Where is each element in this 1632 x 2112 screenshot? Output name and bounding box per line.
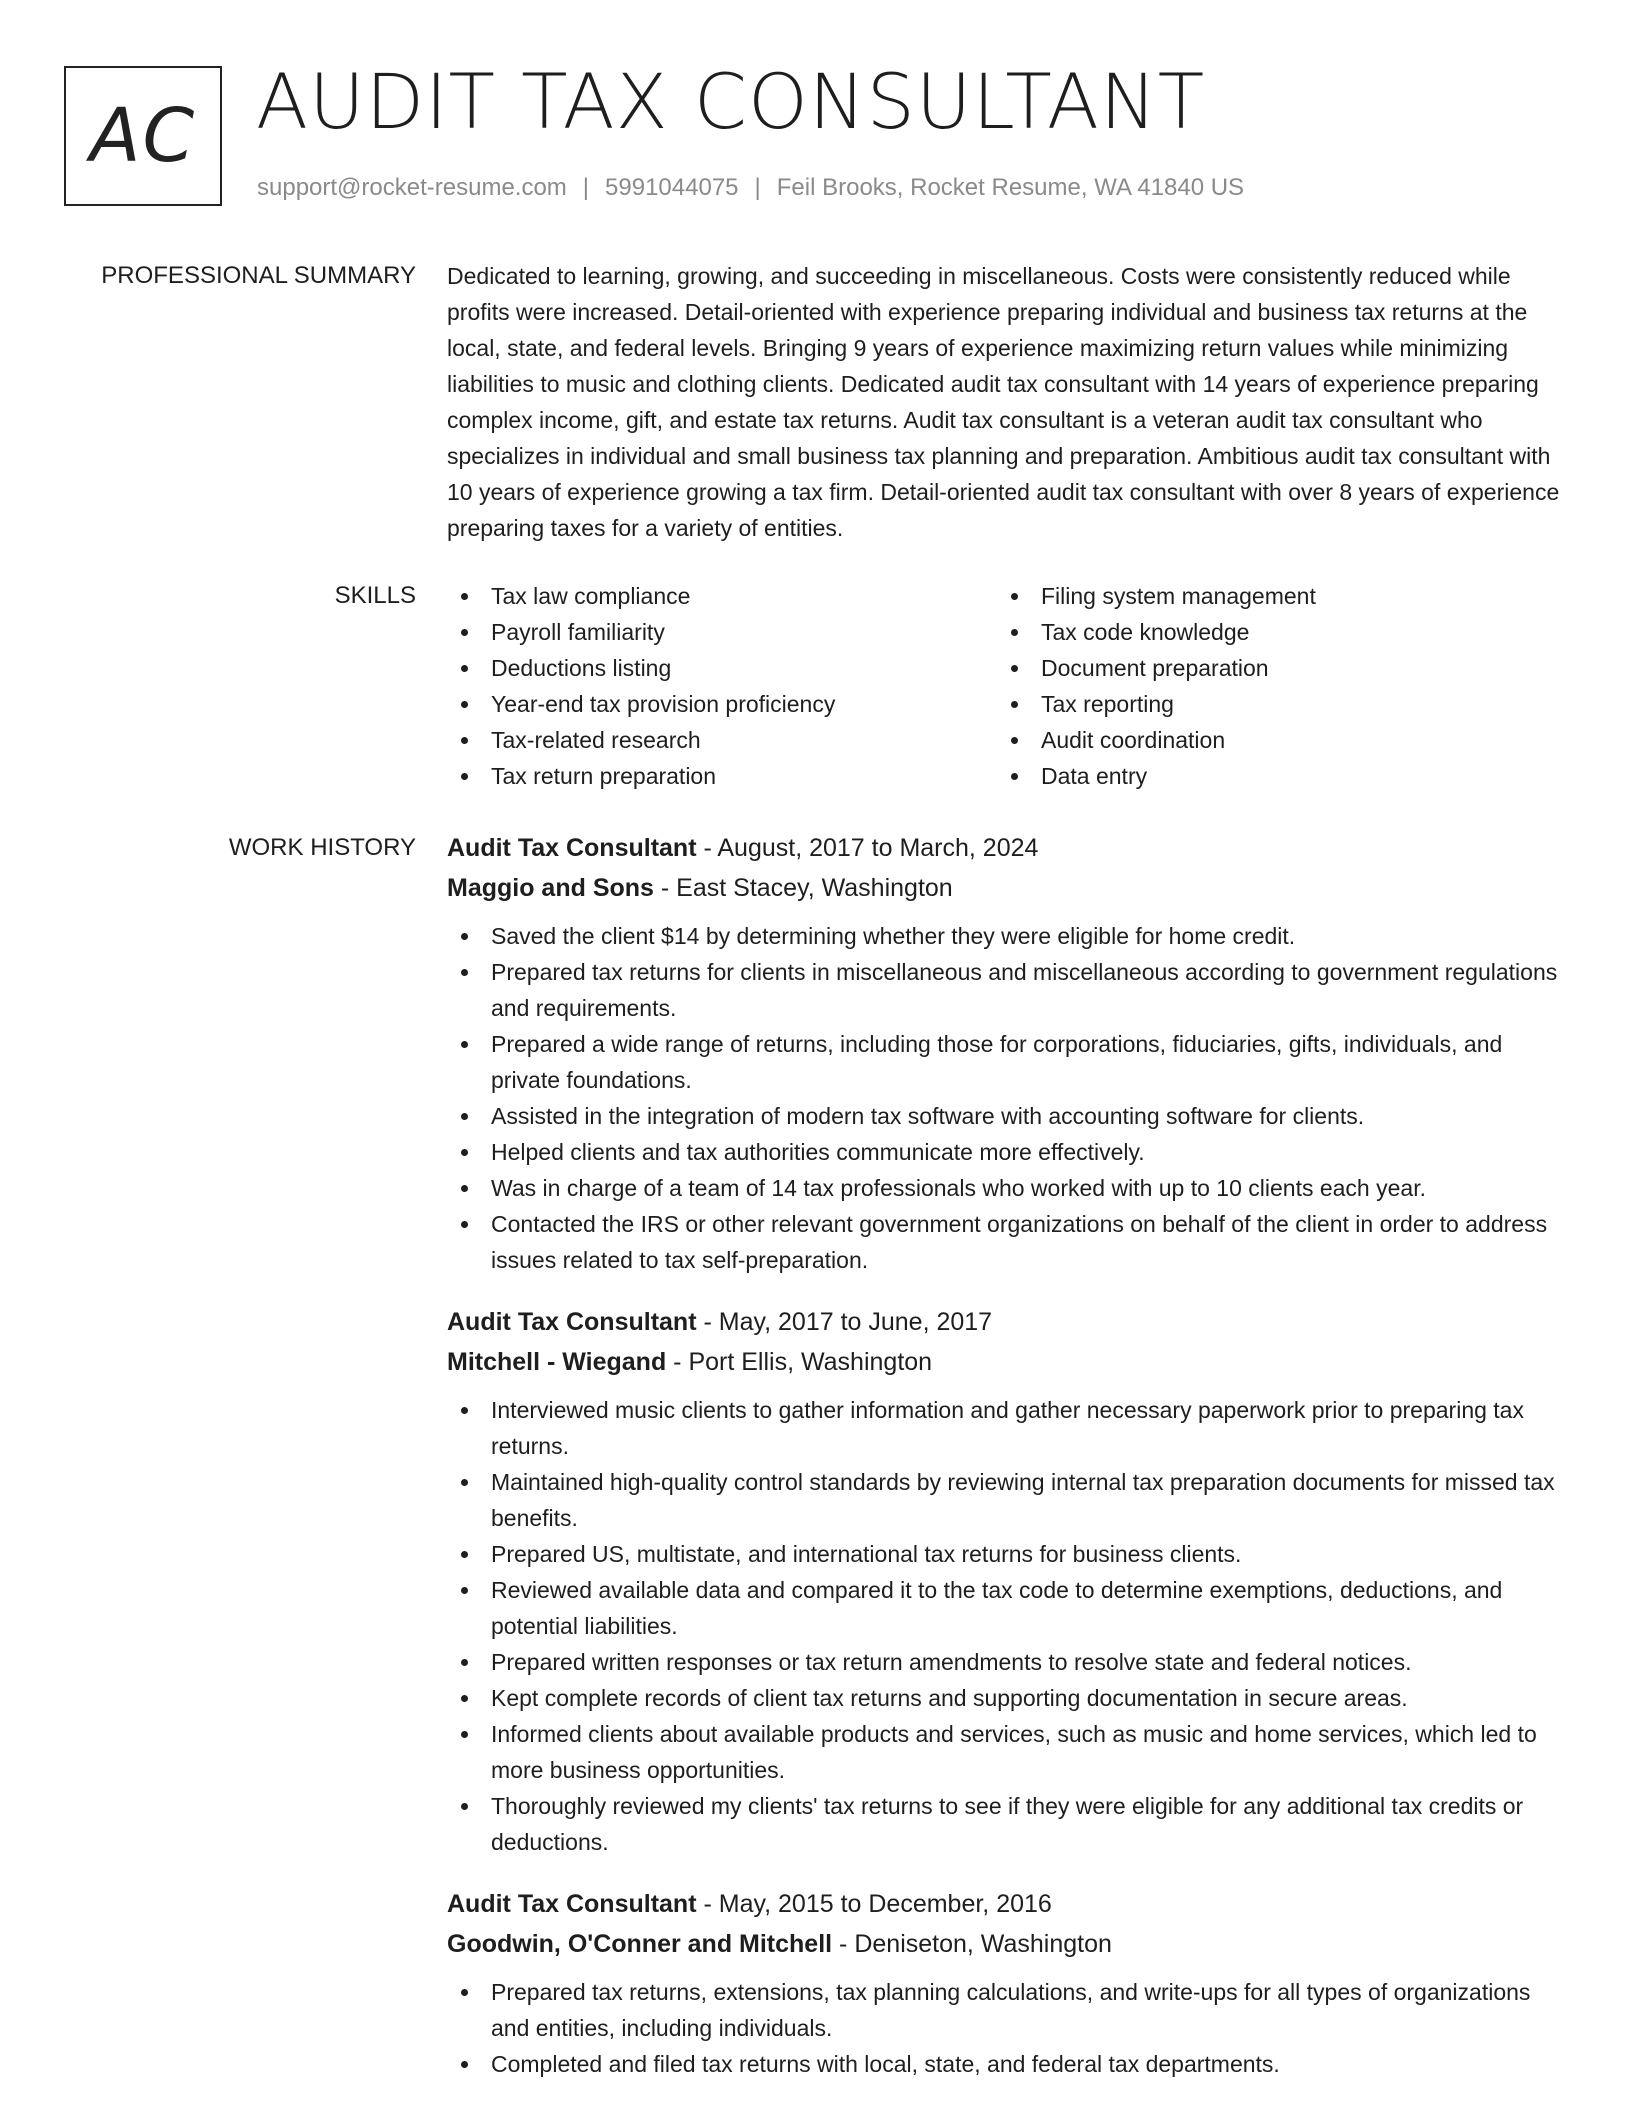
job-title: Audit Tax Consultant [447, 1890, 697, 1918]
job-title-line [447, 1884, 1571, 1924]
skills-list [447, 578, 1571, 794]
job-bullets [447, 918, 1571, 1278]
job-title-line [447, 828, 1571, 868]
job-company-line [447, 1342, 1571, 1382]
job-bullet: Was in charge of a team of 14 tax professionals who worked with up to 10 clients each year. [447, 1170, 1571, 1206]
job-company: Maggio and Sons [447, 874, 654, 902]
job-dates: - May, 2017 to June, 2017 [696, 1308, 993, 1336]
contact-email[interactable]: support@rocket-resume.com [257, 174, 567, 201]
job-bullet: Reviewed available data and compared it to the tax code to determine exemptions, deductions, and potential liabilities. [447, 1572, 1571, 1644]
job-bullet: Completed and filed tax returns with local, state, and federal tax departments. [447, 2046, 1571, 2082]
job-bullet: Contacted the IRS or other relevant government organizations on behalf of the client in order to address issues related to tax self-preparation. [447, 1206, 1571, 1278]
job-bullet: Kept complete records of client tax returns and supporting documentation in secure areas. [447, 1680, 1571, 1716]
work-history [447, 828, 1571, 2106]
job-location: - Port Ellis, Washington [666, 1348, 933, 1376]
skill-item: Tax reporting [997, 686, 1547, 722]
job-bullet: Prepared a wide range of returns, including those for corporations, fiduciaries, gifts, individuals, and private foundations. [447, 1026, 1571, 1098]
skill-item: Filing system management [997, 578, 1547, 614]
job-dates: - August, 2017 to March, 2024 [696, 834, 1039, 862]
skill-item: Year-end tax provision proficiency [447, 686, 997, 722]
job-title: Audit Tax Consultant [447, 1308, 697, 1336]
contact-line [257, 174, 1244, 202]
job-bullet: Prepared written responses or tax return amendments to resolve state and federal notices. [447, 1644, 1571, 1680]
contact-separator: | [582, 174, 590, 201]
job-entry [447, 1302, 1571, 1860]
job-title: Audit Tax Consultant [447, 834, 697, 862]
job-company-line [447, 1924, 1571, 1964]
skills-column-2 [997, 578, 1547, 794]
skill-item: Data entry [997, 758, 1547, 794]
job-location: - Deniseton, Washington [832, 1930, 1112, 1958]
job-title-line [447, 1302, 1571, 1342]
section-label-summary: PROFESSIONAL SUMMARY [101, 262, 416, 289]
skill-item: Payroll familiarity [447, 614, 997, 650]
skill-item: Document preparation [997, 650, 1547, 686]
job-bullets [447, 1392, 1571, 1860]
job-bullet: Helped clients and tax authorities communicate more effectively. [447, 1134, 1571, 1170]
section-label-skills: SKILLS [334, 582, 416, 609]
job-bullet: Prepared tax returns for clients in miscellaneous and miscellaneous according to government regulations and requirements. [447, 954, 1571, 1026]
contact-separator: | [754, 174, 761, 201]
section-label-work-history: WORK HISTORY [228, 834, 416, 861]
contact-address: Feil Brooks, Rocket Resume, WA 41840 US [776, 174, 1245, 201]
skill-item: Tax-related research [447, 722, 997, 758]
skill-item: Tax code knowledge [997, 614, 1547, 650]
job-company-line [447, 868, 1571, 908]
contact-phone[interactable]: 5991044075 [605, 174, 739, 201]
job-bullet: Saved the client $14 by determining whether they were eligible for home credit. [447, 918, 1571, 954]
job-dates: - May, 2015 to December, 2016 [696, 1890, 1052, 1918]
job-bullet: Assisted in the integration of modern tax software with accounting software for clients. [447, 1098, 1571, 1134]
skill-item: Audit coordination [997, 722, 1547, 758]
job-entry [447, 1884, 1571, 2082]
job-company: Goodwin, O'Conner and Mitchell [447, 1930, 833, 1958]
skill-item: Deductions listing [447, 650, 997, 686]
job-bullet: Prepared tax returns, extensions, tax planning calculations, and write-ups for all types of organizations and entities, including individuals. [447, 1974, 1571, 2046]
job-bullet: Prepared US, multistate, and international tax returns for business clients. [447, 1536, 1571, 1572]
skills-column-1 [447, 578, 997, 794]
page-title: AUDIT TAX CONSULTANT [256, 57, 1206, 146]
job-bullet: Informed clients about available products and services, such as music and home services, which led to more business opportunities. [447, 1716, 1571, 1788]
skill-item: Tax return preparation [447, 758, 997, 794]
job-bullet: Thoroughly reviewed my clients' tax returns to see if they were eligible for any additional tax credits or deductions. [447, 1788, 1571, 1860]
skill-item: Tax law compliance [447, 578, 997, 614]
job-bullets [447, 1974, 1571, 2082]
summary-text: Dedicated to learning, growing, and succeeding in miscellaneous. Costs were consistently reduced while profits were increased. Detail-oriented with experience preparing individual and business tax returns at the local, state, and federal levels. Bringing 9 years of experience maximizing return values while minimizing liabilities to music and clothing clients. Dedicated audit tax consultant with 14 years of experience preparing complex income, gift, and estate tax returns. Audit tax consultant is a veteran audit tax consultant who specializes in individual and small business tax planning and preparation. Ambitious audit tax consultant with 10 years of experience growing a tax firm. Detail-oriented audit tax consultant with over 8 years of experience preparing taxes for a variety of entities. [447, 263, 1560, 541]
job-location: - East Stacey, Washington [653, 874, 953, 902]
monogram-initials: AC [89, 93, 197, 179]
monogram-box [64, 66, 222, 206]
job-bullet: Interviewed music clients to gather information and gather necessary paperwork prior to preparing tax returns. [447, 1392, 1571, 1464]
job-entry [447, 828, 1571, 1278]
job-company: Mitchell - Wiegand [447, 1348, 667, 1376]
job-bullet: Maintained high-quality control standards by reviewing internal tax preparation documents for missed tax benefits. [447, 1464, 1571, 1536]
